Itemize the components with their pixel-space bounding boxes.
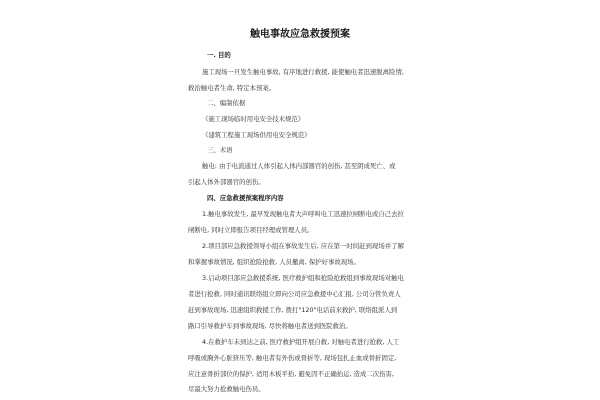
procedure-line: 2.项目部应急救援领导小组在事故发生后, 应在第一时间赶到现场并了解 — [202, 242, 404, 250]
procedure-line: 和掌握事故情况, 组织抢险抢救, 人员撤离, 保护好事故现场。 — [188, 258, 360, 266]
basis-item: 《施工现场临时用电安全技术规范》 — [202, 115, 305, 123]
procedure-line: 尽最大努力抢救触电伤员。 — [188, 385, 265, 393]
procedure-line: 闸断电, 同时立即报告项目经理或管理人员。 — [188, 226, 314, 234]
basis-item: 《建筑工程施工现场供用电安全规范》 — [202, 131, 311, 139]
procedure-line: 1.触电事故发生, 最早发现触电者大声呼叫电工迅速拉闸断电或自己去拉 — [202, 210, 404, 218]
section-heading-terms: 三、术语 — [207, 146, 233, 154]
procedure-line: 赶到事故现场, 迅速组织救援工作, 拨打"120"电话前来救护, 联络组派人到 — [188, 306, 398, 314]
procedure-line: 路口引导救护车到事故现场, 尽快将触电者送到医院救治。 — [188, 322, 352, 330]
section-heading-basis: 二、编制依据 — [207, 99, 246, 107]
terms-line: 引起人体外部器官的创伤。 — [188, 178, 265, 186]
procedure-line: 呼吸或胸外心脏挤压等, 触电者有外伤或骨折等, 现场包扎止血或骨折固定, — [188, 354, 397, 362]
procedure-line: 4.在救护车未到达之前, 医疗救护组开展自救, 对触电者进行抢救, 人工 — [202, 338, 400, 346]
purpose-line: 救治触电者生命, 特定本预案。 — [188, 84, 276, 92]
document-title: 触电事故应急救援预案 — [250, 29, 350, 40]
section-heading-purpose: 一. 目的 — [207, 51, 231, 59]
terms-line: 触电: 由于电流通过人体引起人体内部器官的创伤, 甚至阴成死亡、或 — [202, 162, 396, 170]
procedure-line: 者进行抢救, 同时通讯联络组立即向公司应急救援中心汇报, 公司分管负责人 — [188, 290, 401, 298]
section-heading-procedure: 四、应急救援预案程序内容 — [207, 194, 284, 202]
purpose-line: 施工现场一旦发生触电事故, 有序地进行救援, 能使触电者迅速脱离险情, — [202, 68, 404, 76]
procedure-line: 应注意骨折部位的保护, 适用木板平抬, 避免因不正确抬运, 造成二次伤害, — [188, 370, 394, 378]
procedure-line: 3.启动项目部应急救援系统, 医疗救护组和抢险抢救组到事故现场对触电 — [202, 274, 404, 282]
